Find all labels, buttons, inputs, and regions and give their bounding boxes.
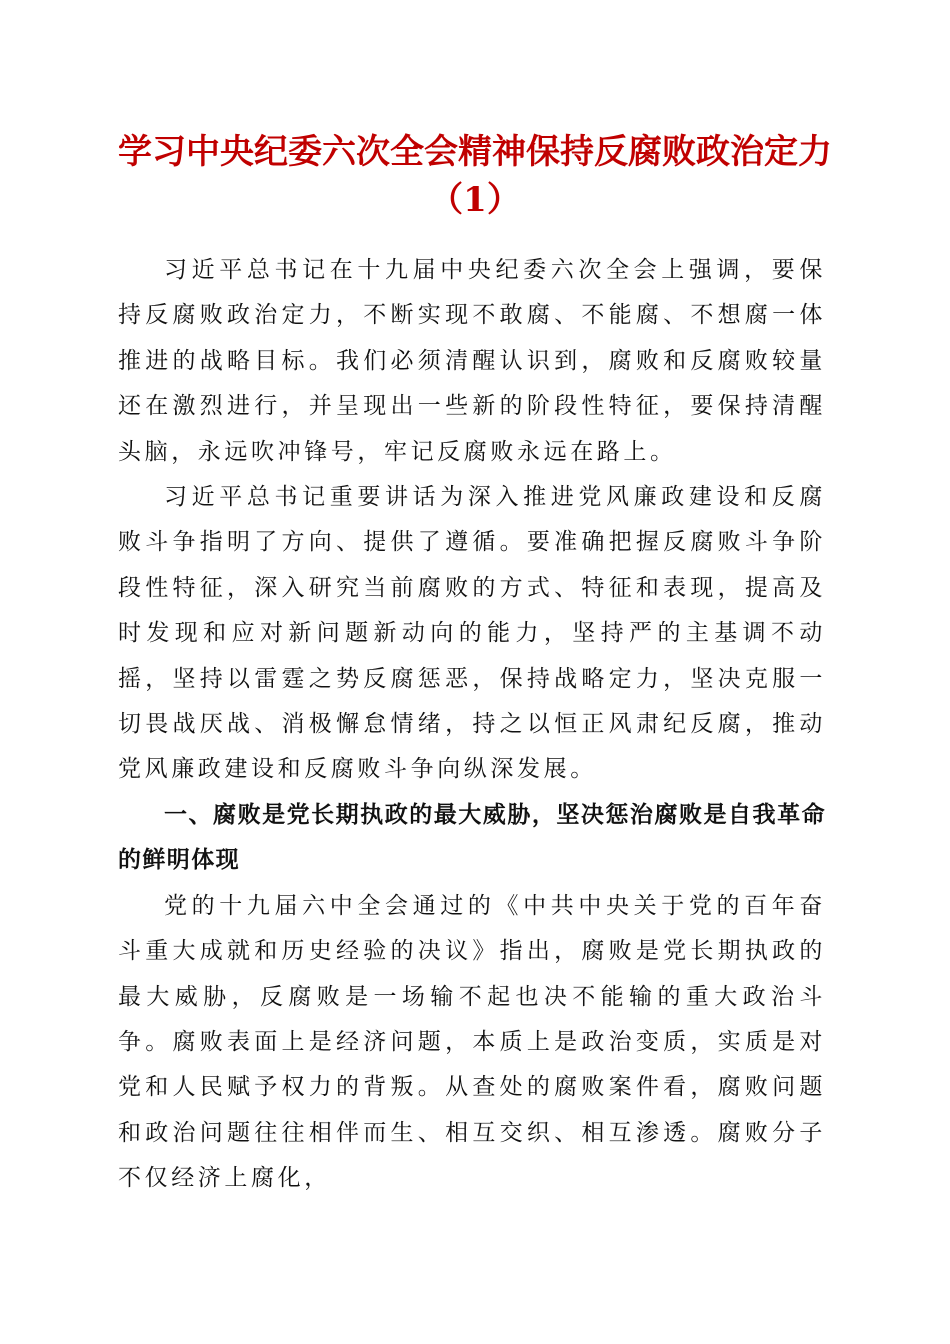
section-heading: 一、腐败是党长期执政的最大威胁，坚决惩治腐败是自我革命的鲜明体现: [118, 801, 826, 874]
section-paragraph: 党的十九届六中全会通过的《中共中央关于党的百年奋斗重大成就和历史经验的决议》指出，腐败是党长期执政的最大威胁，反腐败是一场输不起也决不能输的重大政治斗争。腐败表面上是经济问题，本质上是政治变质，实质是对党和人民赋予权力的背叛。从查处的腐败案件看，腐败问题和政治问题往往相伴而生、相互交织、相互渗透。腐败分子不仅经济上腐化，: [118, 892, 826, 1192]
paragraph-2: 习近平总书记重要讲话为深入推进党风廉政建设和反腐败斗争指明了方向、提供了遵循。要准确把握反腐败斗争阶段性特征，深入研究当前腐败的方式、特征和表现，提高及时发现和应对新问题新动向的能力，坚持严的主基调不动摇，坚持以雷霆之势反腐惩恶，保持战略定力，坚决克服一切畏战厌战、消极懈怠情绪，持之以恒正风肃纪反腐，推动党风廉政建设和反腐败斗争向纵深发展。: [118, 484, 826, 783]
paragraph-1: 习近平总书记在十九届中央纪委六次全会上强调，要保持反腐败政治定力，不断实现不敢腐、不能腐、不想腐一体推进的战略目标。我们必须清醒认识到，腐败和反腐败较量还在激烈进行，并呈现出一些新的阶段性特征，要保持清醒头脑，永远吹冲锋号，牢记反腐败永远在路上。: [118, 257, 826, 465]
document-title: 学习中央纪委六次全会精神保持反腐败政治定力（1）: [118, 132, 832, 220]
document-body: [118, 248, 826, 1202]
